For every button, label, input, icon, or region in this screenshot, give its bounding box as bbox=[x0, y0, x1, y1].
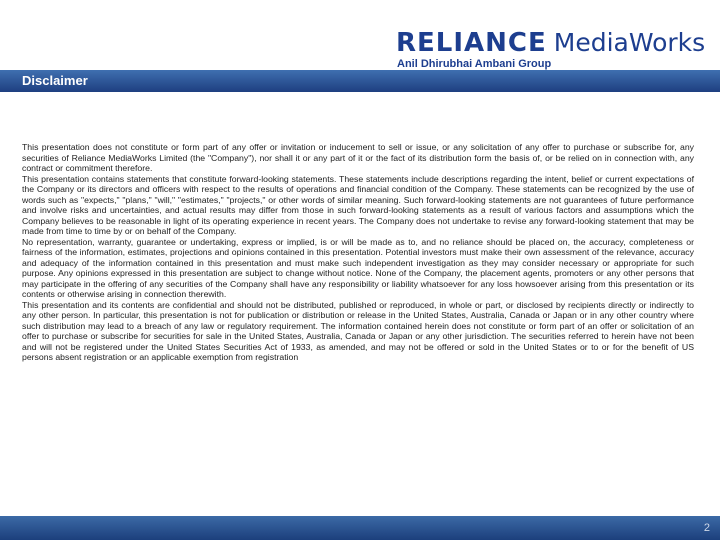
disclaimer-paragraph: This presentation and its contents are confidential and should not be distributed, published or reproduced, in whole or part, or disclosed by recipients directly or indirectly to any other person. In particular, this presentation is not for publication or distribution or release in the United States, Australia, Canada or Japan or in any other country where such distribution may lead to a breach of any law or regulatory requirement. The information contained herein does not constitute or form part of an offer or solicitation of an offer to purchase or subscribe for securities for sale in the United States, Australia, Canada or Japan or any other jurisdiction. The securities referred to herein have not been and will not be registered under the United States Securities Act of 1933, as amended, and may not be offered or sold in the United States or to or for the benefit of US persons absent registration or an applicable exemption from registration bbox=[22, 299, 694, 362]
logo-product: MediaWorks bbox=[553, 28, 706, 57]
page-title: Disclaimer bbox=[22, 73, 88, 88]
company-logo bbox=[396, 22, 706, 74]
page-number: 2 bbox=[703, 522, 710, 534]
disclaimer-paragraph: This presentation does not constitute or form part of any offer or invitation or inducement to sell or issue, or any solicitation of any offer to purchase or subscribe for, any securities of Reliance MediaWorks Limited (the "Company"), nor shall it or any part of it or the fact of its distribution form the basis of, or be relied on in connection with, any contract or commitment therefore. bbox=[22, 142, 694, 173]
disclaimer-paragraph: No representation, warranty, guarantee or undertaking, express or implied, is or will be made as to, and no reliance should be placed on, the accuracy, completeness or fairness of the information, estimates, projections and opinions contained in this presentation. Potential investors must make their own assessment of the relevance, accuracy and adequacy of the information contained in this presentation and must make such independent investigation as they may consider necessary or appropriate for such purpose. Any opinions expressed in this presentation are subject to change without notice. None of the Company, the placement agents, promoters or any other persons that may participate in the offering of any securities of the Company shall have any responsibility or liability whatsoever for any loss howsoever arising from this presentation or its contents or otherwise arising in connection therewith. bbox=[22, 236, 694, 299]
header-bar bbox=[0, 70, 720, 92]
disclaimer-paragraph: This presentation contains statements that constitute forward-looking statements. These statements include descriptions regarding the intent, belief or current expectations of the Company or its directors and officers with respect to the results of operations and financial condition of the Company. These statements can be recognized by the use of words such as "expects," "plans," "will," "estimates," "projects," or other words of similar meaning. Such forward-looking statements are not guarantees of future performance and involve risks and uncertainties, and actual results may differ from those in such forward-looking statements as a result of various factors and assumptions which the Company believes to be reasonable in light of its operating experience in recent years. The Company does not undertake to revise any forward-looking statement that may be made from time to time by or on behalf of the Company. bbox=[22, 173, 694, 236]
logo-tagline: Anil Dhirubhai Ambani Group bbox=[397, 58, 552, 70]
disclaimer-body bbox=[22, 142, 694, 363]
logo-brand: RELIANCE bbox=[396, 28, 547, 58]
footer-bar bbox=[0, 516, 720, 540]
logo-wordmark bbox=[396, 28, 705, 58]
